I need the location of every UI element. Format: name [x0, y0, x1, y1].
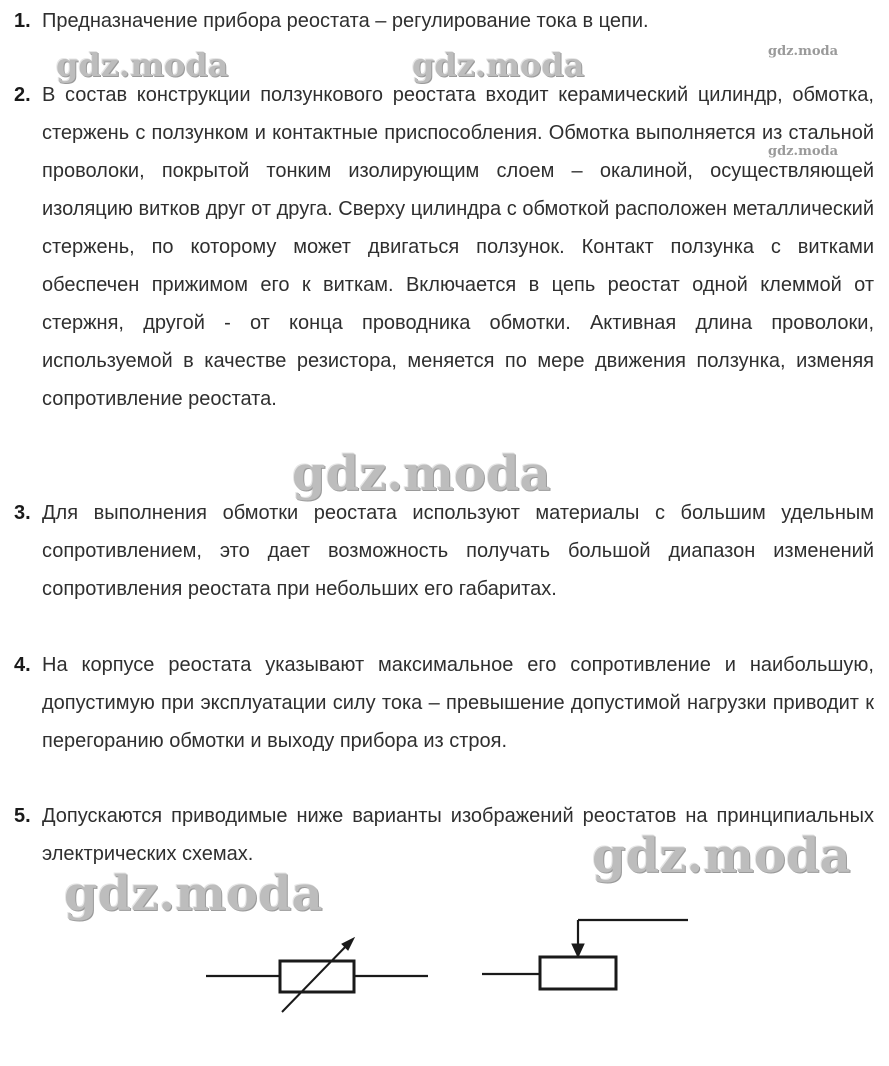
item-text: Для выполнения обмотки реостата используют материалы с большим удельным сопротивлением, это дает возможность получать большой диапазон изменений сопротивления реостата при небольших его габаритах. — [42, 502, 874, 600]
variable-arrow-line — [282, 942, 350, 1012]
watermark: gdz.moda — [592, 828, 851, 884]
watermark: gdz.moda — [64, 866, 323, 922]
watermark: gdz.moda — [56, 46, 229, 84]
watermark: gdz.moda — [412, 46, 585, 84]
watermark: gdz.moda — [292, 446, 551, 502]
rheostat-symbol-variable-resistor — [206, 938, 428, 1012]
item-number: 5. — [14, 805, 31, 827]
item-number: 3. — [14, 502, 31, 524]
watermark: gdz.moda — [768, 44, 839, 59]
slider-arrow-head — [572, 944, 584, 957]
item-text: Предназначение прибора реостата – регулирование тока в цепи. — [42, 10, 649, 32]
watermark: gdz.moda — [768, 144, 839, 159]
rheostat-symbol-slider-contact — [482, 920, 688, 989]
item-text: Допускаются приводимые ниже варианты изображений реостатов на принципиальных электрических схемах. — [42, 805, 874, 865]
item-text: На корпусе реостата указывают максимальное его сопротивление и наибольшую, допустимую при эксплуатации силу тока – превышение допустимой нагрузки приводит к перегоранию обмотки и выходу прибора из строя. — [42, 654, 874, 752]
item-number: 1. — [14, 10, 31, 32]
resistor-body — [540, 957, 616, 989]
item-number: 2. — [14, 84, 31, 106]
item-number: 4. — [14, 654, 31, 676]
item-text: В состав конструкции ползункового реостата входит керамический цилиндр, обмотка, стержень с ползунком и контактные приспособления. Обмотка выполняется из стальной проволоки, покрытой тонким изолирующим слоем – окалиной, осуществляющей изоляцию витков друг от друга. Сверху цилиндра с обмоткой расположен металлический стержень, по которому может двигаться ползунок. Контакт ползунка с витками обеспечен прижимом его к виткам. Включается в цепь реостат одной клеммой от стержня, другой - от конца проводника обмотки. Активная длина проволоки, используемой в качестве резистора, меняется по мере движения ползунка, изменяя сопротивление реостата. — [42, 84, 874, 410]
